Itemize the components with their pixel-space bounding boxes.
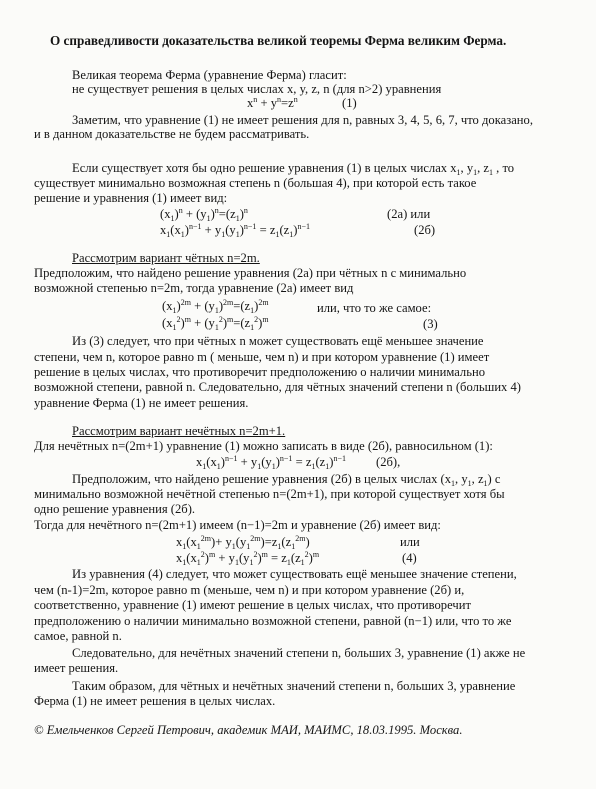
author-signature: © Емельченков Сергей Петрович, академик МАИ, МАИМС, 18.03.1995. Москва.	[34, 723, 463, 737]
even-heading: Рассмотрим вариант чётных n=2m.	[72, 251, 260, 265]
even-line-2: возможной степенью n=2m, тогда уравнение (2а) имеет вид	[34, 281, 354, 295]
page-title: О справедливости доказательства великой теоремы Ферма великим Ферма.	[50, 33, 507, 48]
odd-q-2: чем (n-1)=2m, которое равно m (меньше, чем n) и при котором уравнение (2б) и,	[34, 583, 465, 597]
equation-1: $x^n + y^n=z^n$	[247, 95, 298, 110]
even-line-1: Предположим, что найдено решение уравнения (2а) при чётных n с минимально	[34, 266, 467, 280]
even-para-4: возможной степени, равной n. Следовательно, для чётных значений степени n (больших 4)	[34, 380, 521, 394]
equation-2a: $(x_1)^n + (y_1)^n=(z_1)^n$	[160, 206, 248, 223]
odd-line-1: Для нечётных n=(2m+1) уравнение (1) можно записать в виде (2б), равносильном (1):	[34, 439, 493, 453]
equation-odd-or: или	[400, 535, 420, 549]
existence-line-1: Если существует хотя бы одно решение уравнения (1) в целых числах $x_1$, $y_1$, $z_1$ , то	[72, 161, 515, 177]
odd-para-1: Предположим, что найдено решение уравнения (2б) в целых числах ($x_1$, $y_1$, $z_1$) с	[72, 472, 501, 488]
odd-conclusion-2: имеет решения.	[34, 661, 119, 675]
intro-line-2: не существует решения в целых числах x, y, z, n (для n>2) уравнения	[72, 82, 442, 96]
equation-odd-a: $x_1(x_1^{2m})+ y_1(y_1^{2m})=z_1(z_1^{2m})$	[176, 534, 310, 551]
odd-conclusion-1: Следовательно, для нечётных значений степени n, больших 3, уравнение (1) акже не	[72, 646, 526, 660]
odd-q-3: соответственно, уравнение (1) имеют решение в целых числах, что противоречит	[34, 598, 471, 612]
remark-line-2: и в данном доказательстве не будем рассматривать.	[34, 127, 310, 141]
odd-heading: Рассмотрим вариант нечётных n=2m+1.	[72, 424, 286, 438]
odd-then-line: Тогда для нечётного n=(2m+1) имеем (n−1)=2m и уравнение (2б) имеет вид:	[34, 518, 441, 532]
existence-line-3: решение и уравнения (1) имеет вид:	[34, 191, 228, 205]
equation-2b: $x_1(x_1)^{n-1} + y_1(y_1)^{n-1} = z_1(z_1)^{n-1}$	[160, 222, 310, 239]
existence-line-2: существует минимально возможная степень n (большая 4), при которой есть такое	[34, 176, 477, 190]
odd-para-3: одно решение уравнения (2б).	[34, 502, 196, 516]
even-para-3: решение в целых числах, что противоречит предположению о наличии минимально	[34, 365, 485, 379]
odd-q-1: Из уравнения (4) следует, что может существовать ещё меньшее значение степени,	[72, 567, 517, 581]
remark-line-1: Заметим, что уравнение (1) не имеет решения для n, равных 3, 4, 5, 6, 7, что доказано,	[72, 113, 533, 127]
equation-1-label: (1)	[342, 96, 357, 110]
equation-2a-label: (2а) или	[387, 207, 431, 221]
equation-odd-2b: $x_1(x_1)^{n-1} + y_1(y_1)^{n-1} = z_1(z_1)^{n-1}$	[196, 454, 346, 471]
odd-q-5: самое, равной n.	[34, 629, 122, 643]
equation-3: $(x_1^2)^m + (y_1^2)^m=(z_1^2)^m$	[162, 315, 269, 332]
even-para-5: уравнение Ферма (1) не имеет решения.	[34, 396, 249, 410]
equation-3-label: (3)	[423, 317, 438, 331]
odd-para-2: минимально возможной нечётной степенью n=(2m+1), при которой существует хотя бы	[34, 487, 505, 501]
equation-4-label: (4)	[402, 551, 417, 565]
final-line-2: Ферма (1) не имеет решения в целых числах.	[34, 694, 276, 708]
even-para-2: степени, чем n, которое равно m ( меньше, чем n) и при котором уравнение (1) имеет	[34, 350, 490, 364]
intro-line-1: Великая теорема Ферма (уравнение Ферма) гласит:	[72, 68, 347, 82]
equation-2b-label: (2б)	[414, 223, 436, 237]
even-para-1: Из (3) следует, что при чётных n может существовать ещё меньшее значение	[72, 334, 484, 348]
equation-even-a: $(x_1)^{2m} + (y_1)^{2m}=(z_1)^{2m}$	[162, 298, 269, 315]
odd-q-4: предположению о наличии минимально возможной степени, равной (n−1) или, что то же	[34, 614, 512, 628]
equation-4: $x_1(x_1^2)^m + y_1(y_1^2)^m = z_1(z_1^2)^m$	[176, 550, 320, 567]
equation-odd-2b-label: (2б),	[376, 455, 401, 469]
equation-even-or: или, что то же самое:	[317, 301, 432, 315]
final-line-1: Таким образом, для чётных и нечётных значений степени n, больших 3, уравнение	[72, 679, 516, 693]
